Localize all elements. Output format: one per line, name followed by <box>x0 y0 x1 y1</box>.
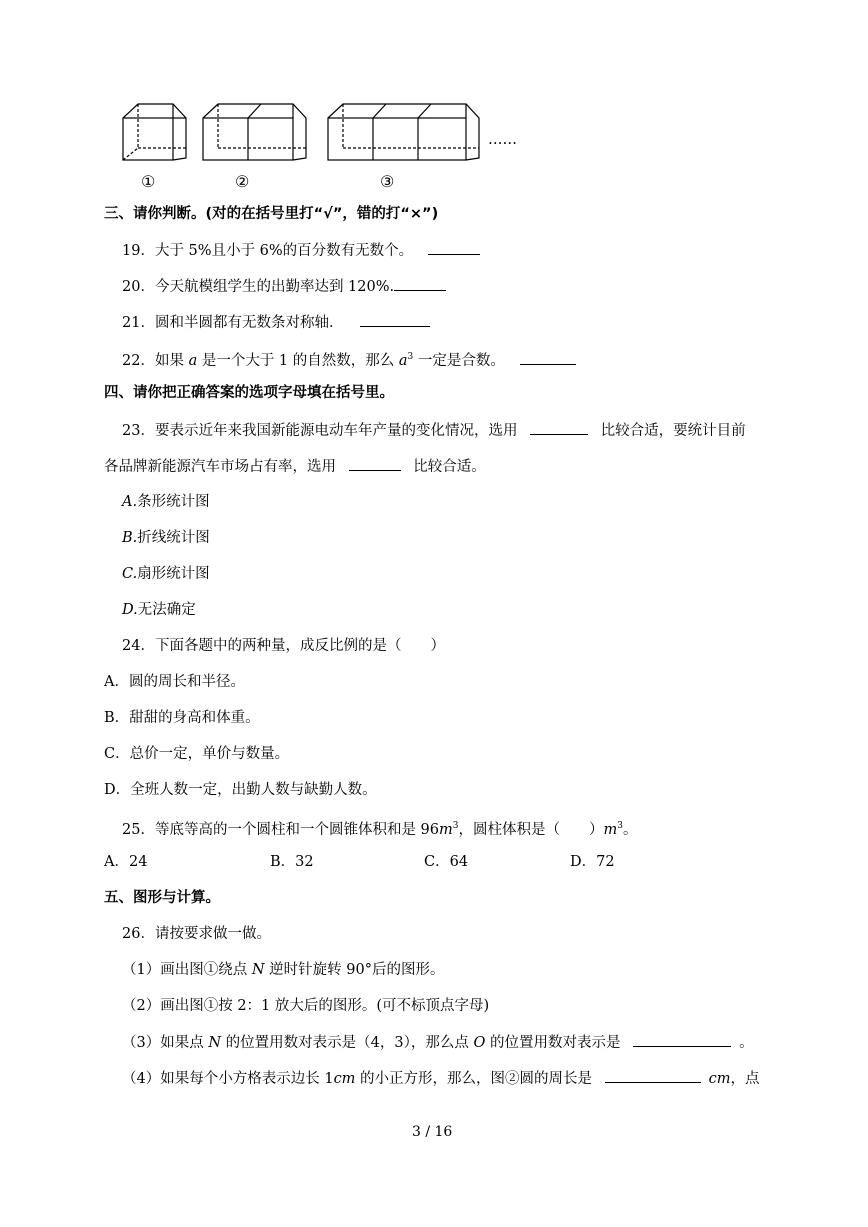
q23-option-a-text: 条形统计图 <box>137 494 210 510</box>
question-26: 26．请按要求做一做。 <box>122 926 271 942</box>
q26-p3var2: O <box>473 1035 486 1051</box>
q23-option-d-text: 无法确定 <box>137 602 196 618</box>
section-5-heading: 五、图形与计算。 <box>104 890 220 906</box>
house-figure-2 <box>203 104 306 160</box>
q23-option-d-letter: D. <box>122 602 138 618</box>
answer-blank-23a[interactable] <box>530 420 588 435</box>
answer-blank-26-4[interactable] <box>605 1068 701 1083</box>
figure-label-1: ① <box>141 172 156 191</box>
q26-p4c: ，点 <box>730 1071 760 1087</box>
house-figure-1 <box>123 104 186 160</box>
q26-part-2: （2）画出图①按 2：1 放大后的图形。(可不标顶点字母) <box>122 998 490 1014</box>
q26-p3c: 的位置用数对表示是 <box>485 1035 621 1051</box>
q25-part-b: ，圆柱体积是（ ） <box>458 821 604 838</box>
q26-part-4 <box>122 1068 760 1089</box>
figure-label-3: ③ <box>380 172 395 191</box>
section-3-heading: 三、请你判断。(对的在括号里打“√”，错的打“×”) <box>104 206 439 222</box>
answer-blank-19[interactable] <box>428 240 480 255</box>
q25-sup: 3 <box>452 821 459 831</box>
answer-blank-23b[interactable] <box>349 456 401 471</box>
q23-option-a[interactable] <box>122 492 210 512</box>
q26-part-1 <box>122 960 444 980</box>
q23-line2b: 比较合适。 <box>413 459 486 475</box>
question-21 <box>122 312 430 333</box>
question-19 <box>122 240 480 261</box>
q26-p3a: （3）如果点 <box>122 1035 209 1051</box>
q22-part-c: 一定是合数。 <box>413 352 505 369</box>
answer-blank-20[interactable] <box>394 276 446 291</box>
q26-p4a: （4）如果每个小方格表示边长 1 <box>122 1071 334 1087</box>
q22-part-b: 是一个大于 1 的自然数，那么 <box>197 352 399 369</box>
q26-p1var: N <box>251 962 265 978</box>
q25-part-a: 25．等底等高的一个圆柱和一个圆锥体积和是 96 <box>122 821 440 838</box>
q23-option-c[interactable] <box>122 564 210 584</box>
question-19-text: 19．大于 5%且小于 6%的百分数有无数个。 <box>122 243 414 259</box>
question-24: 24．下面各题中的两种量，成反比例的是（ ） <box>122 638 445 654</box>
answer-blank-22[interactable] <box>520 350 576 365</box>
q25-option-c[interactable]: C．64 <box>424 854 469 870</box>
q25-unit2: m <box>603 821 618 838</box>
q25-option-d[interactable]: D．72 <box>570 854 615 870</box>
question-23-line1 <box>122 420 746 441</box>
q26-p3d: 。 <box>739 1035 754 1051</box>
q23-option-c-letter: C. <box>122 566 138 582</box>
q24-option-a[interactable]: A．圆的周长和半径。 <box>104 674 245 690</box>
prism-houses-figure <box>118 100 518 170</box>
question-20-text: 20．今天航模组学生的出勤率达到 120%. <box>122 279 395 295</box>
q23-line2a: 各品牌新能源汽车市场占有率，选用 <box>104 459 336 475</box>
q23-option-a-letter: A. <box>122 494 138 510</box>
q23-line1b: 比较合适，要统计目前 <box>600 423 746 439</box>
figure-label-2: ② <box>235 172 250 191</box>
section-4-heading: 四、请你把正确答案的选项字母填在括号里。 <box>104 385 394 401</box>
q26-p1a: （1）画出图①绕点 <box>122 962 252 978</box>
answer-blank-21[interactable] <box>360 312 430 327</box>
house-figure-3 <box>328 104 479 160</box>
q25-option-a[interactable]: A．24 <box>104 854 148 870</box>
q23-line1a: 23．要表示近年来我国新能源电动车年产量的变化情况，选用 <box>122 423 518 439</box>
q24-option-b[interactable]: B．甜甜的身高和体重。 <box>104 710 260 726</box>
q24-option-d[interactable]: D．全班人数一定，出勤人数与缺勤人数。 <box>104 782 377 798</box>
page-number: 3 / 16 <box>412 1124 453 1140</box>
figure-ellipsis: …… <box>488 132 517 148</box>
q26-p3b: 的位置用数对表示是（4，3），那么点 <box>221 1035 474 1051</box>
q25-sup2: 3 <box>617 821 623 831</box>
q22-sup: 3 <box>407 352 414 362</box>
q25-part-c: 。 <box>622 821 638 838</box>
q23-option-c-text: 扇形统计图 <box>137 566 210 582</box>
q24-option-c[interactable]: C．总价一定，单价与数量。 <box>104 746 290 762</box>
question-23-line2 <box>104 456 486 477</box>
q22-var2: a <box>398 352 408 369</box>
q26-p1b: 逆时针旋转 90°后的图形。 <box>264 962 445 978</box>
q23-option-b-letter: B. <box>122 530 138 546</box>
q26-p4b: 的小正方形，那么，图②圆的周长是 <box>355 1071 593 1087</box>
q25-unit: m <box>439 821 453 838</box>
q23-option-b[interactable] <box>122 528 210 548</box>
q25-option-b[interactable]: B．32 <box>270 854 314 870</box>
question-20 <box>122 276 446 297</box>
question-25 <box>122 816 637 840</box>
q26-p4unit2: cm <box>708 1071 731 1087</box>
q22-var: a <box>188 352 198 369</box>
q26-p3var: N <box>208 1035 222 1051</box>
question-22 <box>122 347 576 371</box>
q23-option-d[interactable] <box>122 600 196 620</box>
q23-option-b-text: 折线统计图 <box>137 530 210 546</box>
answer-blank-26-3[interactable] <box>633 1032 731 1047</box>
q26-p4unit: cm <box>333 1071 356 1087</box>
q22-part-a: 22．如果 <box>122 352 189 369</box>
q26-part-3 <box>122 1032 754 1053</box>
question-21-text: 21．圆和半圆都有无数条对称轴． <box>122 315 344 331</box>
